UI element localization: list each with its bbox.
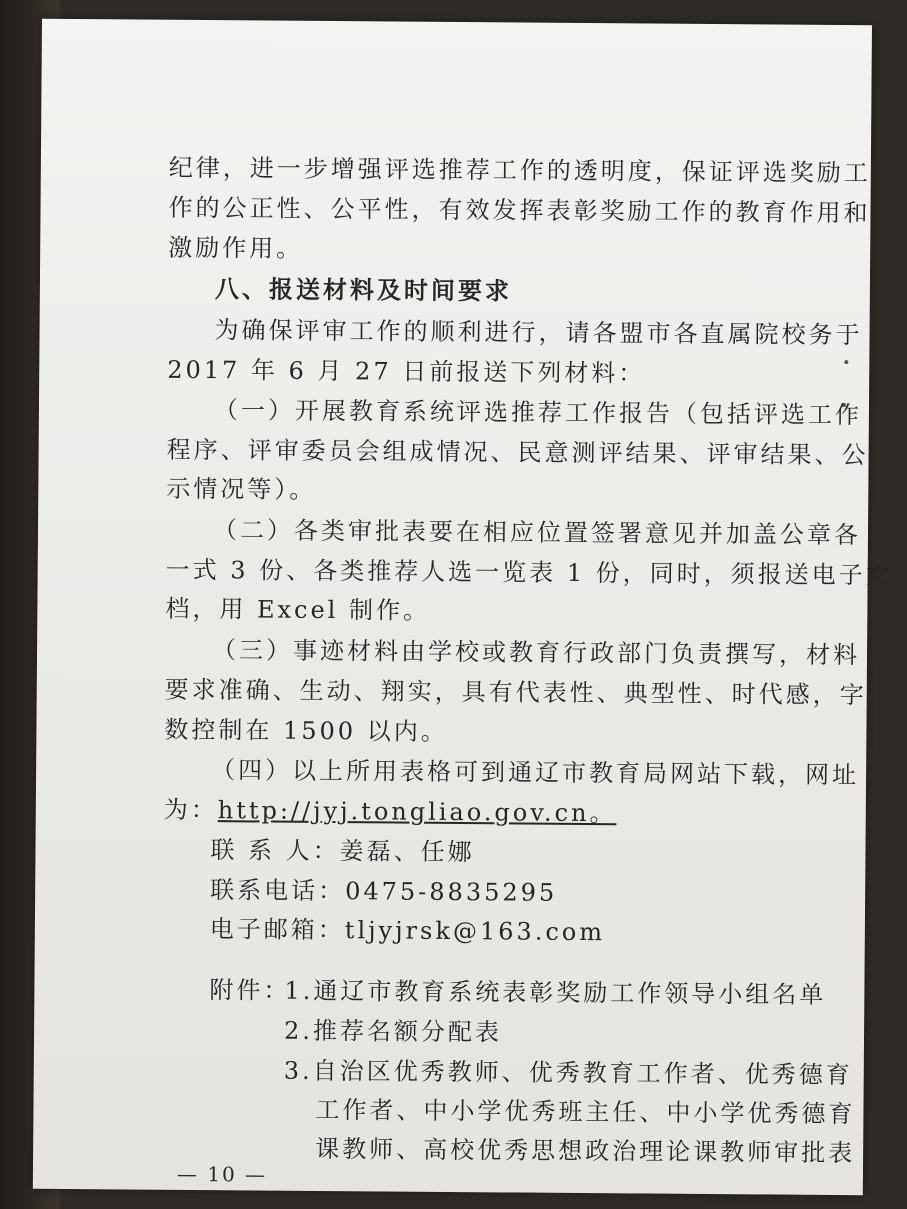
website-link[interactable]: http://jyj.tongliao.gov.cn。 [217,796,617,828]
body-text-line: 作的公正性、公平性，有效发挥表彰奖励工作的教育作用和 [168,193,871,228]
body-text-line: 档，用 Excel 制作。 [165,594,431,625]
body-text-line: 为确保评审工作的顺利进行，请各盟市各直属院校务于 [214,316,863,350]
body-text-line: （二）各类审批表要在相应位置签署意见并加盖公章各 [212,516,862,550]
body-text-line: 程序、评审委员会组成情况、民意测评结果、评审结果、公 [166,435,869,470]
body-text-line: 纪律，进一步增强评选推荐工作的透明度，保证评选奖励工 [168,153,871,188]
body-text-line: 2017 年 6 月 27 日前报送下列材料： [167,355,646,388]
body-text-line: 一式 3 份、各类推荐人选一览表 1 份，同时，须报送电子文 [165,555,893,590]
attachment-item-continued: 课教师、高校优秀思想政治理论课教师审批表 [315,1134,856,1168]
attachments-label: 附件： [209,976,291,1005]
attachment-item-continued: 工作者、中小学优秀班主任、中小学优秀德育 [315,1095,856,1129]
body-text-line: 要求准确、生动、翔实，具有代表性、典型性、时代感，字 [164,675,867,710]
body-text-line: 数控制在 1500 以内。 [164,715,448,746]
body-text-line: 示情况等）。 [166,474,317,504]
body-text-line: 激励作用。 [168,233,304,263]
attachment-item: 1.通辽市教育系统表彰奖励工作领导小组名单 [284,976,827,1009]
contact-person: 联 系 人：姜磊、任娜 [210,836,475,867]
body-text-line: （四）以上所用表格可到通辽市教育局网站下载，网址 [211,756,860,790]
contact-email: 电子邮箱：tljyjrsk@163.com [209,915,606,947]
contact-phone: 联系电话：0475-8835295 [210,876,558,907]
url-prefix: 为： [163,795,218,825]
url-line [164,790,617,829]
attachment-item: 3.自治区优秀教师、优秀教育工作者、优秀德育 [283,1056,853,1090]
section-heading: 八、报送材料及时间要求 [214,274,513,306]
page-number: — 10 — [176,1161,268,1187]
body-text-line: （一）开展教育系统评选推荐工作报告（包括评选工作 [213,396,863,430]
document-page [33,19,893,1195]
body-text-line: （三）事迹材料由学校或教育行政部门负责撰写，材料 [211,636,861,670]
paper-speck [844,360,848,364]
attachment-item: 2.推荐名额分配表 [283,1016,503,1047]
